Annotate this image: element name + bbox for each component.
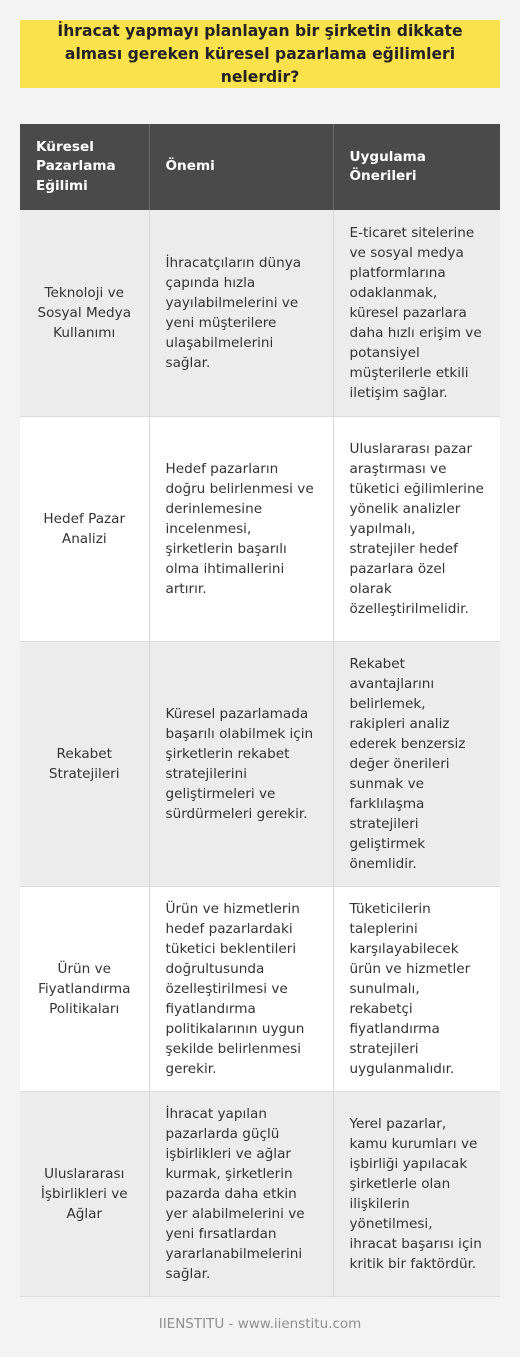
table-row [20,416,500,641]
cell-recommendation: Uluslararası pazar araştırması ve tüketici eğilimlerine yönelik analizler yapılmalı, stratejiler hedef pazarlara özel olarak özelleştirilmelidir. [333,416,500,641]
cell-trend: Rekabet Stratejileri [20,641,149,886]
cell-importance: Ürün ve hizmetlerin hedef pazarlardaki tüketici beklentileri doğrultusunda özelleştirilmesi ve fiyatlandırma politikalarının uygun şekilde belirlenmesi gerekir. [149,886,333,1091]
header-importance: Önemi [149,124,333,210]
cell-recommendation: E-ticaret sitelerine ve sosyal medya platformlarına odaklanmak, küresel pazarlara daha hızlı erişim ve potansiyel müşterilerle etkili iletişim sağlar. [333,210,500,416]
cell-trend: Ürün ve Fiyatlandırma Politikaları [20,886,149,1091]
table-header-row [20,124,500,210]
table-row [20,641,500,886]
cell-importance: Küresel pazarlamada başarılı olabilmek için şirketlerin rekabet stratejilerini geliştirmeleri ve sürdürmeleri gerekir. [149,641,333,886]
cell-trend: Uluslararası İşbirlikleri ve Ağlar [20,1091,149,1296]
cell-importance: Hedef pazarların doğru belirlenmesi ve derinlemesine incelenmesi, şirketlerin başarılı olma ihtimallerini artırır. [149,416,333,641]
table-row [20,1091,500,1296]
cell-recommendation: Tüketicilerin taleplerini karşılayabilecek ürün ve hizmetler sunulmalı, rekabetçi fiyatlandırma stratejileri uygulanmalıdır. [333,886,500,1091]
cell-trend: Teknoloji ve Sosyal Medya Kullanımı [20,210,149,416]
trends-table [20,124,500,1297]
cell-importance: İhracatçıların dünya çapında hızla yayılabilmelerini ve yeni müşterilere ulaşabilmelerini sağlar. [149,210,333,416]
header-trend: Küresel Pazarlama Eğilimi [20,124,149,210]
header-recommendation: Uygulama Önerileri [333,124,500,210]
cell-recommendation: Yerel pazarlar, kamu kurumları ve işbirliği yapılacak şirketlerle olan ilişkilerin yönetilmesi, ihracat başarısı için kritik bir faktördür. [333,1091,500,1296]
cell-recommendation: Rekabet avantajlarını belirlemek, rakipleri analiz ederek benzersiz değer önerileri sunmak ve farklılaşma stratejileri geliştirmek önemlidir. [333,641,500,886]
footer-credit: IIENSTITU - www.iienstitu.com [158,1316,362,1332]
table-row [20,210,500,416]
cell-importance: İhracat yapılan pazarlarda güçlü işbirlikleri ve ağlar kurmak, şirketlerin pazarda daha etkin yer alabilmelerini ve yeni fırsatlardan yararlanabilmelerini sağlar. [149,1091,333,1296]
title-banner [20,20,500,88]
page-title: İhracat yapmayı planlayan bir şirketin dikkate alması gereken küresel pazarlama eğilimleri nelerdir? [57,21,463,86]
table-row [20,886,500,1091]
cell-trend: Hedef Pazar Analizi [20,416,149,641]
